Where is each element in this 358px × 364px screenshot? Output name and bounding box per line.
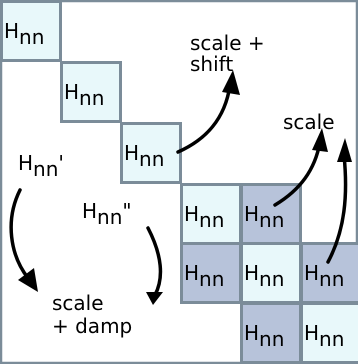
block-4-5-label: Hnn — [244, 202, 285, 232]
block-3-3 — [122, 124, 181, 183]
block-1-1-label: Hnn — [4, 19, 45, 49]
arrowhead-scale-damp-2 — [146, 292, 163, 305]
label-scale: scale — [283, 110, 335, 134]
block-5-6-label: Hnn — [304, 261, 345, 291]
arrowhead-scale-2 — [337, 138, 352, 162]
block-2-2 — [62, 63, 121, 122]
block-5-4 — [182, 244, 241, 303]
label-hnn-double-prime: Hnn" — [82, 199, 132, 229]
block-6-5-label: Hnn — [244, 321, 285, 351]
label-hnn-prime: Hnn' — [18, 151, 64, 181]
block-5-5-label: Hnn — [244, 261, 285, 291]
label-scale-shift-line2: shift — [190, 52, 234, 76]
label-scale-shift-line1: scale + — [190, 31, 265, 55]
block-4-4 — [182, 185, 241, 244]
block-5-5 — [242, 244, 301, 303]
arrow-scale-damp-1 — [11, 190, 28, 278]
label-scale-damp-line1: scale — [52, 291, 104, 315]
block-1-1 — [2, 2, 61, 61]
block-4-4-label: Hnn — [184, 202, 225, 232]
block-5-6 — [302, 244, 358, 303]
arrowhead-scale-damp-1 — [18, 268, 38, 292]
block-6-6 — [302, 304, 358, 363]
block-6-6-label: Hnn — [304, 321, 345, 351]
block-3-3-label: Hnn — [124, 141, 165, 171]
block-5-4-label: Hnn — [184, 261, 225, 291]
arrow-scale-shift — [178, 85, 230, 152]
block-2-2-label: Hnn — [64, 80, 105, 110]
block-6-5 — [242, 304, 301, 363]
label-scale-damp-line2: + damp — [52, 314, 133, 338]
arrow-scale-damp-2 — [148, 228, 160, 295]
